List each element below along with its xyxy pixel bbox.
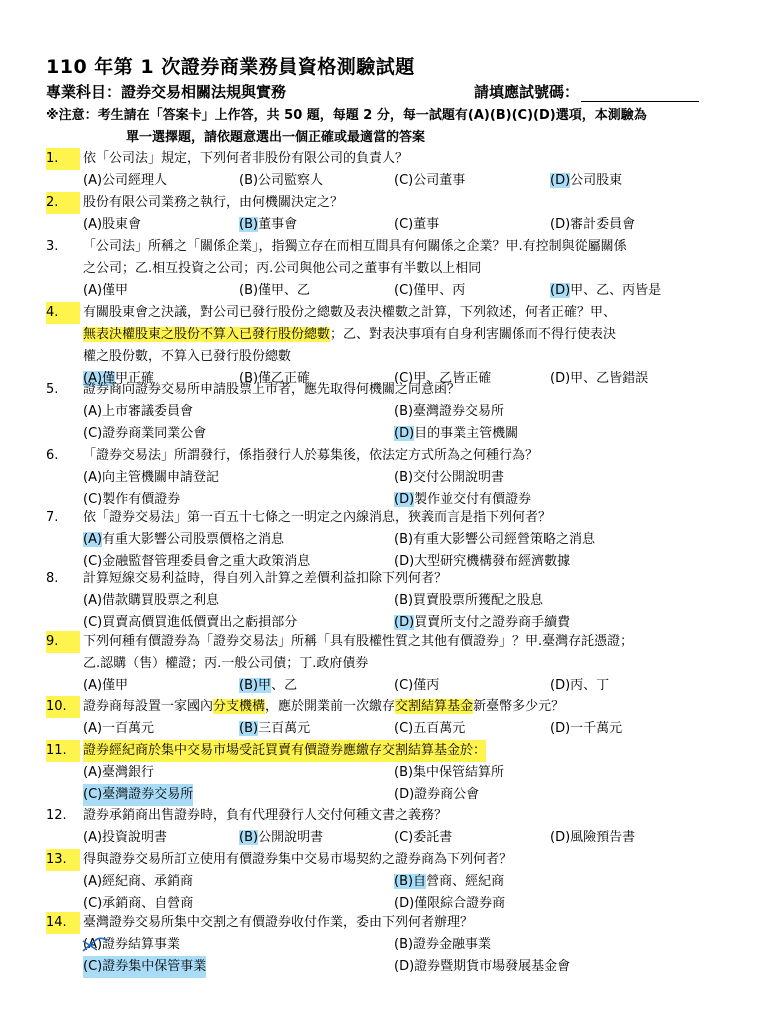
question-text-line-2: 乙.認購（售）權證；丙.一般公司債；丁.政府債券 [83, 656, 369, 671]
option-d: (D)公司股東 [550, 173, 623, 188]
question-number: 10. [46, 696, 80, 718]
option-c: (C)金融監督管理委員會之重大政策消息 [83, 554, 311, 569]
notice-line-2: 單一選擇題，請依題意選出一個正確或最適當的答案 [126, 130, 426, 145]
question-4 [46, 302, 736, 390]
option-a: (A)公司經理人 [83, 173, 168, 188]
question-number: 14. [46, 912, 80, 934]
option-c: (C)委託書 [394, 830, 453, 845]
question-14 [46, 912, 736, 978]
option-b: (B)公司監察人 [239, 173, 324, 188]
notice-line-1: ※注意：考生請在「答案卡」上作答，共 50 題，每題 2 分，每一試題有(A)(B)(C)(D)選項，本測驗為 [46, 108, 647, 123]
option-a: (A)一百萬元 [83, 721, 155, 736]
question-number: 5. [46, 382, 59, 397]
option-d: (D)僅限綜合證券商 [394, 896, 506, 911]
option-a: (A)上市審議委員會 [83, 404, 194, 419]
question-text: 股份有限公司業務之執行，由何機關決定之？ [83, 195, 344, 210]
question-number: 4. [46, 302, 80, 324]
option-d: (D)製作並交付有價證券 [394, 492, 532, 507]
question-6 [46, 445, 736, 511]
question-number: 8. [46, 571, 59, 586]
option-a: (A)僅甲 [83, 283, 129, 298]
exam-title: 110 年第 1 次證券商業務員資格測驗試題 [46, 56, 415, 78]
question-text-line-2: 之公司；乙.相互投資之公司；丙.公司與他公司之董事有半數以上相同 [83, 261, 482, 276]
question-number: 12. [46, 808, 67, 823]
exam-number-label: 請填應試號碼： [474, 83, 580, 101]
option-b: (B)集中保管結算所 [394, 765, 505, 780]
option-b: (B)公開說明書 [239, 830, 324, 845]
exam-number-field [474, 81, 699, 102]
option-a: (A)經紀商、承銷商 [83, 874, 194, 889]
question-2 [46, 192, 736, 236]
exam-notice [46, 105, 736, 149]
option-a: (A)有重大影響公司股票價格之消息 [83, 532, 285, 547]
question-text: 證券承銷商出售證券時，負有代理發行人交付何種文書之義務？ [83, 808, 448, 823]
question-number: 2. [46, 192, 80, 214]
option-a: (A)僅甲正確 [83, 371, 155, 386]
question-text: 臺灣證券交易所集中交割之有價證券收付作業，委由下列何者辦理？ [83, 915, 474, 930]
option-d: (D)一千萬元 [550, 721, 623, 736]
question-text-line-2: 無表決權股東之股份不算入已發行股份總數；乙、對表決事項有自身利害關係而不得行使表決 [83, 327, 617, 342]
option-c: (C)僅甲、丙 [394, 283, 466, 298]
option-b: (B)自營商、經紀商 [394, 874, 505, 889]
option-a: (A)借款購買股票之利息 [83, 593, 220, 608]
option-b: (B)僅甲、乙 [239, 283, 311, 298]
question-number: 3. [46, 239, 59, 254]
option-c: (C)證券集中保管事業 [83, 956, 206, 978]
option-a: (A)向主管機關申請登記 [83, 470, 220, 485]
question-5 [46, 379, 736, 445]
question-8 [46, 568, 736, 634]
option-c: (C)僅丙 [394, 678, 440, 693]
option-b: (B)買賣股票所獲配之股息 [394, 593, 544, 608]
question-number: 1. [46, 148, 80, 170]
question-10 [46, 696, 736, 740]
option-d: (D)甲、乙、丙皆是 [550, 283, 662, 298]
option-c: (C)製作有價證券 [83, 492, 181, 507]
question-text-line-3: 權之股份數，不算入已發行股份總數 [83, 349, 292, 364]
option-c: (C)承銷商、自營商 [83, 896, 194, 911]
option-d: (D)甲、乙皆錯誤 [550, 371, 649, 386]
option-b: (B)僅乙正確 [239, 371, 311, 386]
option-b: (B)臺灣證券交易所 [394, 404, 505, 419]
option-d: (D)審計委員會 [550, 217, 636, 232]
option-a: (A)股東會 [83, 217, 142, 232]
question-12 [46, 805, 736, 849]
option-a: (A)僅甲 [83, 678, 129, 693]
option-d: (D)大型研究機構發布經濟數據 [394, 554, 571, 569]
question-13 [46, 849, 736, 915]
option-c: (C)買賣高價買進低價賣出之虧損部分 [83, 615, 298, 630]
option-c: (C)五百萬元 [394, 721, 466, 736]
question-text: 得與證券交易所訂立使用有價證券集中交易市場契約之證券商為下列何者？ [83, 852, 513, 867]
question-1 [46, 148, 736, 192]
question-text: 證券商每設置一家國內分支機構，應於開業前一次繳存交割結算基金新臺幣多少元？ [83, 699, 565, 714]
question-text-line-1: 「公司法」所稱之「關係企業」，指獨立存在而相互間具有何關係之企業？甲.有控制與從屬關係 [83, 239, 627, 254]
option-c: (C)董事 [394, 217, 440, 232]
option-b: (B)有重大影響公司經營策略之消息 [394, 532, 596, 547]
question-number: 7. [46, 510, 59, 525]
option-a: (A)證券結算事業 [83, 937, 181, 952]
question-text: 證券經紀商於集中交易市場受託買賣有價證券應繳存交割結算基金於： [83, 740, 486, 762]
option-a: (A)臺灣銀行 [83, 765, 155, 780]
option-d: (D)買賣所支付之證券商手續費 [394, 615, 571, 630]
option-d: (D)風險預告書 [550, 830, 636, 845]
question-text: 計算短線交易利益時，得自列入計算之差價利益扣除下列何者？ [83, 571, 448, 586]
option-b: (B)證券金融事業 [394, 937, 492, 952]
question-text: 依「公司法」規定，下列何者非股份有限公司的負責人？ [83, 151, 409, 166]
option-a: (A)投資說明書 [83, 830, 168, 845]
option-d: (D)證券商公會 [394, 787, 480, 802]
option-d: (D)證券暨期貨市場發展基金會 [394, 959, 571, 974]
cross-out-mark-icon [81, 937, 111, 953]
question-text: 「證券交易法」所謂發行，係指發行人於募集後，依法定方式所為之何種行為？ [83, 448, 539, 463]
option-b: (B)董事會 [239, 217, 298, 232]
question-number: 11. [46, 740, 80, 762]
question-number: 6. [46, 448, 59, 463]
question-text: 依「證券交易法」第一百五十七條之一明定之內線消息，狹義而言是指下列何者？ [83, 510, 552, 525]
option-b: (B)三百萬元 [239, 721, 311, 736]
question-3 [46, 236, 736, 302]
question-number: 13. [46, 849, 80, 871]
question-7 [46, 507, 736, 573]
exam-number-blank [581, 87, 699, 102]
option-c: (C)公司董事 [394, 173, 466, 188]
option-b: (B)交付公開說明書 [394, 470, 505, 485]
option-c: (C)證券商業同業公會 [83, 426, 207, 441]
option-c: (C)甲、乙皆正確 [394, 371, 492, 386]
question-11 [46, 740, 736, 806]
option-c: (C)臺灣證券交易所 [83, 784, 193, 806]
question-text: 證券商向證券交易所申請股票上市者，應先取得何機關之同意函？ [83, 382, 461, 397]
question-9 [46, 631, 736, 697]
question-text-line-1: 有關股東會之決議，對公司已發行股份之總數及表決權數之計算，下列敘述，何者正確？甲、 [83, 305, 617, 320]
question-text-line-1: 下列何種有價證券為「證券交易法」所稱「具有股權性質之其他有價證券」？甲.臺灣存託憑證； [83, 634, 634, 649]
subject-line: 專業科目：證券交易相關法規與實務 [46, 83, 287, 101]
option-b: (B)甲、乙 [239, 678, 298, 693]
option-d: (D)目的事業主管機關 [394, 426, 519, 441]
option-d: (D)丙、丁 [550, 678, 610, 693]
question-number: 9. [46, 631, 80, 653]
